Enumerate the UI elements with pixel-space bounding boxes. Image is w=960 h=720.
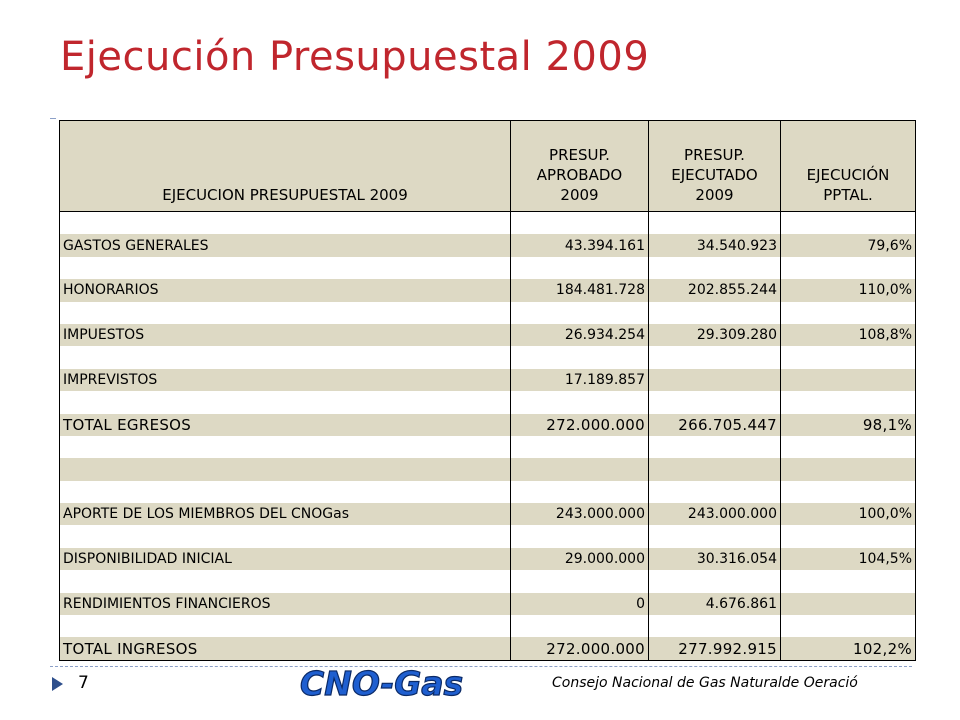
cell-approved [511,391,649,413]
cell-approved: 184.481.728 [511,279,649,301]
cell-execution [781,391,916,413]
cell-execution: 79,6% [781,234,916,256]
table-spacer-row [60,615,916,637]
cell-execution: 104,5% [781,548,916,570]
cell-approved: 26.934.254 [511,324,649,346]
cell-concept [60,615,511,637]
table-spacer-row [60,525,916,547]
cell-concept: RENDIMIENTOS FINANCIEROS [60,593,511,615]
budget-execution-table [59,120,916,661]
cell-approved: 17.189.857 [511,369,649,391]
cell-execution [781,570,916,592]
header-executed-budget: PRESUP. EJECUTADO 2009 [649,121,781,212]
cell-concept [60,481,511,503]
table-body [60,212,916,661]
cell-executed: 34.540.923 [649,234,781,256]
table-row [60,503,916,525]
cell-concept: GASTOS GENERALES [60,234,511,256]
table-header-row [60,121,916,212]
cell-executed [649,458,781,480]
cell-execution [781,525,916,547]
cell-executed: 277.992.915 [649,637,781,660]
cell-executed: 29.309.280 [649,324,781,346]
cell-approved: 0 [511,593,649,615]
cell-concept: HONORARIOS [60,279,511,301]
table-spacer-row [60,346,916,368]
cell-concept: DISPONIBILIDAD INICIAL [60,548,511,570]
cell-concept: TOTAL INGRESOS [60,637,511,660]
cell-concept [60,570,511,592]
cell-execution [781,481,916,503]
cell-approved: 29.000.000 [511,548,649,570]
cell-approved [511,458,649,480]
table-row [60,324,916,346]
cell-concept: APORTE DE LOS MIEMBROS DEL CNOGas [60,503,511,525]
cell-concept [60,302,511,324]
cell-executed [649,302,781,324]
cell-execution [781,212,916,235]
table-row [60,279,916,301]
cell-concept: TOTAL EGRESOS [60,414,511,436]
cell-concept [60,212,511,235]
cell-execution: 102,2% [781,637,916,660]
bullet-arrow-icon [50,676,64,692]
table-row [60,593,916,615]
table-spacer-row [60,212,916,235]
cell-concept [60,391,511,413]
table-spacer-row [60,436,916,458]
cell-executed [649,615,781,637]
cell-executed [649,212,781,235]
cell-approved [511,615,649,637]
cell-approved: 272.000.000 [511,637,649,660]
cell-execution [781,436,916,458]
cell-approved: 43.394.161 [511,234,649,256]
cell-execution: 110,0% [781,279,916,301]
cell-execution [781,458,916,480]
cell-executed [649,257,781,279]
cell-execution: 100,0% [781,503,916,525]
cell-execution [781,346,916,368]
cell-executed [649,481,781,503]
cell-concept [60,257,511,279]
cell-execution: 108,8% [781,324,916,346]
table-total-row [60,637,916,660]
cno-gas-logo [296,659,464,705]
bottom-divider [50,666,912,667]
cell-concept: IMPUESTOS [60,324,511,346]
cell-approved [511,481,649,503]
cell-executed: 266.705.447 [649,414,781,436]
cell-executed [649,391,781,413]
cell-concept [60,458,511,480]
budget-table-container [59,120,915,661]
table-spacer-row [60,458,916,480]
cell-approved [511,212,649,235]
table-spacer-row [60,302,916,324]
cell-executed: 30.316.054 [649,548,781,570]
cell-approved [511,525,649,547]
cell-concept [60,346,511,368]
cell-executed [649,436,781,458]
cell-executed: 202.855.244 [649,279,781,301]
cell-concept: IMPREVISTOS [60,369,511,391]
cell-approved [511,257,649,279]
table-spacer-row [60,481,916,503]
cell-approved [511,302,649,324]
cell-approved [511,570,649,592]
header-concept: EJECUCION PRESUPUESTAL 2009 [60,121,511,212]
cell-approved [511,436,649,458]
cell-execution [781,302,916,324]
cell-executed [649,570,781,592]
header-execution-percent: EJECUCIÓN PPTAL. [781,121,916,212]
table-total-row [60,414,916,436]
cell-approved [511,346,649,368]
table-row [60,369,916,391]
table-spacer-row [60,391,916,413]
cell-executed [649,369,781,391]
table-spacer-row [60,570,916,592]
cell-execution [781,593,916,615]
top-divider [50,118,56,119]
cell-execution [781,257,916,279]
header-approved-budget: PRESUP. APROBADO 2009 [511,121,649,212]
page-number: 7 [78,673,89,693]
logo-text: CNO-Gas [300,664,464,703]
cell-execution [781,615,916,637]
cell-concept [60,525,511,547]
cell-executed [649,525,781,547]
table-row [60,234,916,256]
organization-footer: Consejo Nacional de Gas Naturalde Oeració [552,675,858,691]
cell-executed: 243.000.000 [649,503,781,525]
slide-title: Ejecución Presupuestal 2009 [60,34,650,80]
cell-execution [781,369,916,391]
cell-execution: 98,1% [781,414,916,436]
cell-executed: 4.676.861 [649,593,781,615]
cell-concept [60,436,511,458]
cell-approved: 243.000.000 [511,503,649,525]
table-row [60,548,916,570]
table-spacer-row [60,257,916,279]
cell-approved: 272.000.000 [511,414,649,436]
cell-executed [649,346,781,368]
